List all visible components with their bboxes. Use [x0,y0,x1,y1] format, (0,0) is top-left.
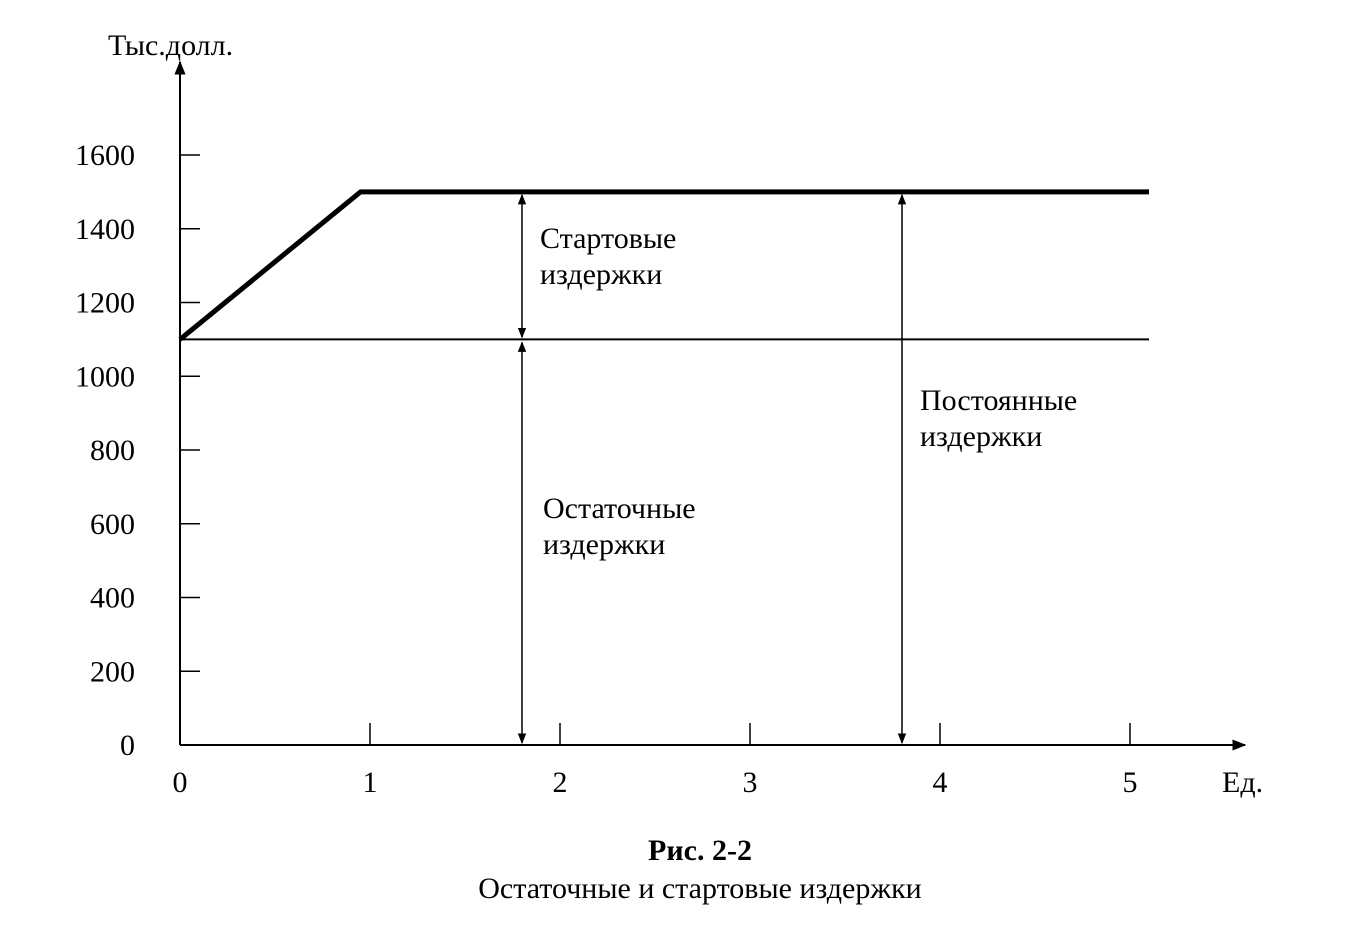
y-tick-label: 1600 [75,139,135,172]
y-tick-label: 800 [90,434,135,467]
x-tick-label: 0 [172,766,188,799]
figure-caption-subtitle: Остаточные и стартовые издержки [478,872,922,905]
x-ticks [173,723,1138,799]
y-tick-label: 400 [90,581,135,615]
annotation-label: Остаточные [543,492,696,525]
annotation-label: издержки [543,528,666,561]
y-tick-label: 1200 [75,286,135,320]
x-axis-label: Ед. [1222,766,1264,799]
y-tick-label: 1400 [75,212,135,246]
x-tick-label: 3 [742,766,758,799]
annotation-label: Стартовые [540,222,677,255]
y-ticks [75,139,200,762]
y-tick-label: 200 [90,655,135,689]
x-tick-label: 1 [362,766,378,799]
y-tick-label: 600 [90,507,135,541]
y-tick-label: 0 [120,729,135,762]
annotation-label: издержки [540,258,663,291]
annotations [522,195,1077,743]
series [180,192,1149,340]
x-tick-label: 5 [1122,766,1138,799]
x-tick-label: 2 [552,766,568,799]
x-tick-label: 4 [932,766,948,799]
figure-caption-title: Рис. 2-2 [648,834,752,867]
annotation-label: издержки [920,420,1043,453]
annotation-label: Постоянные [920,384,1078,417]
y-tick-label: 1000 [75,360,135,394]
y-axis-label: Тыс.долл. [108,29,234,62]
total-cost-line [180,192,1149,340]
axes [180,62,1245,745]
